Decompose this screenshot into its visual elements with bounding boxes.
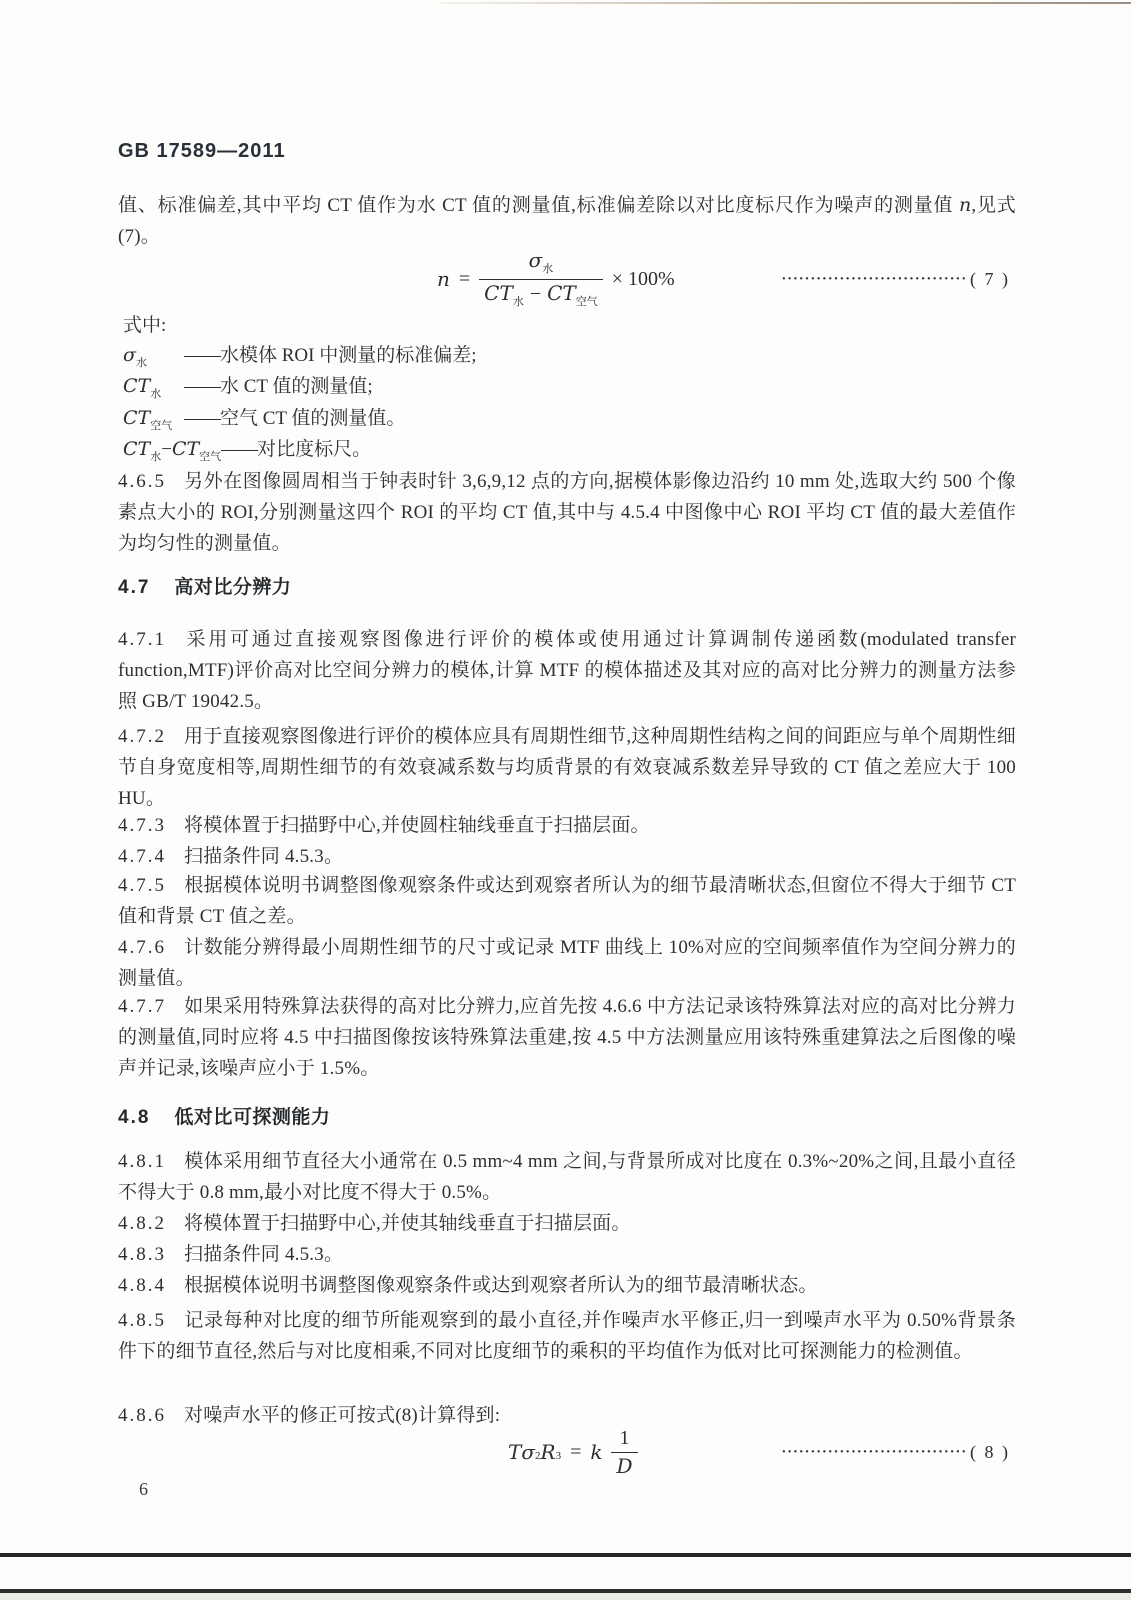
heading-title: 低对比可探测能力	[174, 1107, 331, 1128]
subscript-air: 空气	[199, 450, 222, 463]
section-text: 根据模体说明书调整图像观察条件或达到观察者所认为的细节最清晰状态,但窗位不得大于细节 CT 值和背景 CT 值之差。	[118, 875, 1016, 927]
symbol-row-sigma-water	[123, 340, 477, 371]
page-number: 6	[139, 1479, 148, 1499]
heading-number: 4.7	[118, 577, 151, 598]
times-100-percent: × 100%	[611, 267, 675, 290]
section-4-7-1	[118, 624, 1016, 717]
subscript-water: 水	[542, 262, 554, 275]
heading-number: 4.8	[118, 1107, 151, 1128]
ct-symbol: CT	[123, 437, 151, 460]
ct-symbol: CT	[123, 375, 151, 398]
section-4-8-2	[118, 1208, 1016, 1239]
subscript-air: 空气	[575, 295, 598, 308]
section-text: 记录每种对比度的细节所能观察到的最小直径,并作噪声水平修正,归一到噪声水平为 0.50%背景条件下的细节直径,然后与对比度相乘,不同对比度细节的乘积的平均值作为低对比可探测能力的检测值。	[118, 1310, 1016, 1362]
formula-7-lhs: n	[437, 267, 450, 291]
intro-text-before: 值、标准偏差,其中平均 CT 值作为水 CT 值的测量值,标准偏差除以对比度标尺作为噪声的测量值	[118, 195, 959, 216]
ct-symbol: CT	[171, 437, 200, 460]
section-number: 4.7.6	[118, 937, 166, 958]
section-4-8-5	[118, 1305, 1016, 1367]
exponent-2: 2	[535, 1450, 541, 1462]
section-text: 将模体置于扫描野中心,并使其轴线垂直于扫描层面。	[184, 1213, 631, 1234]
scan-bottom-shade	[0, 1593, 1131, 1600]
symbol-row-ct-air	[123, 403, 477, 434]
t-symbol: T	[508, 1440, 522, 1464]
formula-8-fraction	[611, 1428, 637, 1477]
subscript-water: 水	[135, 357, 147, 369]
section-text: 用于直接观察图像进行评价的模体应具有周期性细节,这种周期性结构之间的间距应与单个周期性细节自身宽度相等,周期性细节的有效衰减系数与均质背景的有效衰减系数差异导致的 CT 值之差应大于 100 HU。	[118, 726, 1016, 809]
subscript-water: 水	[150, 450, 162, 463]
symbol-row-ct-water	[123, 371, 477, 402]
equals-sign: =	[570, 1440, 582, 1463]
ct-symbol: CT	[547, 280, 576, 305]
formula-8-expression	[508, 1428, 638, 1477]
subscript-water: 水	[150, 388, 162, 401]
subscript-air: 空气	[150, 419, 173, 432]
symbol-description: 空气 CT 值的测量值。	[220, 407, 406, 429]
em-dash: ——	[184, 345, 220, 366]
section-4-6-5	[118, 466, 1016, 559]
section-number: 4.7.1	[118, 629, 166, 650]
heading-4-7	[118, 572, 291, 599]
heading-4-8	[118, 1102, 330, 1129]
section-text: 模体采用细节直径大小通常在 0.5 mm~4 mm 之间,与背景所成对比度在 0.3%~20%之间,且最小直径不得大于 0.8 mm,最小对比度不得大于 0.5%。	[118, 1151, 1016, 1203]
section-text: 将模体置于扫描野中心,并使圆柱轴线垂直于扫描层面。	[184, 815, 650, 836]
section-number: 4.7.2	[118, 726, 166, 747]
section-text: 根据模体说明书调整图像观察条件或达到观察者所认为的细节最清晰状态。	[184, 1275, 818, 1296]
section-number: 4.8.2	[118, 1213, 166, 1234]
dotted-leader: ································	[781, 270, 967, 287]
fraction-numerator: 1	[619, 1426, 630, 1449]
section-4-7-4	[118, 841, 1016, 872]
formula-7-fraction	[479, 247, 603, 308]
sigma-symbol: σ	[521, 1440, 535, 1464]
em-dash: ——	[184, 376, 220, 398]
symbol-description: 水 CT 值的测量值;	[220, 376, 373, 398]
section-text: 另外在图像圆周相当于钟表时针 3,6,9,12 点的方向,据模体影像边沿约 10 mm 处,选取大约 500 个像素点大小的 ROI,分别测量这四个 ROI 的平均 CT 值,其中与 4.5.4 中图像中心 ROI 平均 CT 值的最大差值作为均匀性的测量值。	[118, 471, 1016, 554]
heading-title: 高对比分辨力	[174, 577, 292, 598]
section-text: 扫描条件同 4.5.3。	[184, 846, 344, 867]
scan-top-edge	[440, 2, 1131, 4]
section-4-7-6	[118, 932, 1016, 994]
equation-number-8: ( 8 )	[970, 1441, 1010, 1462]
section-text: 如果采用特殊算法获得的高对比分辨力,应首先按 4.6.6 中方法记录该特殊算法对应的高对比分辨力的测量值,同时应将 4.5 中扫描图像按该特殊算法重建,按 4.5 中方法测量应用该特殊重建算法之后图像的噪声并记录,该噪声应小于 1.5%。	[118, 996, 1016, 1079]
fraction-denominator: D	[611, 1452, 637, 1477]
symbol-description: 水模体 ROI 中测量的标准偏差;	[220, 345, 477, 366]
em-dash: ——	[184, 407, 220, 429]
formula-7-leader	[781, 269, 1010, 290]
scan-bottom-edge-line	[0, 1553, 1131, 1557]
section-text: 对噪声水平的修正可按式(8)计算得到:	[184, 1405, 501, 1426]
symbols-intro-label: 式中:	[123, 315, 167, 336]
equation-number-7: ( 7 )	[970, 268, 1010, 289]
section-number: 4.7.4	[118, 846, 166, 867]
section-4-8-4	[118, 1270, 1016, 1301]
section-number: 4.8.3	[118, 1244, 166, 1265]
formula-7-expression	[437, 247, 675, 308]
subscript-water: 水	[512, 295, 524, 308]
section-number: 4.7.3	[118, 815, 166, 836]
section-number: 4.6.5	[118, 471, 166, 492]
minus-sign: −	[161, 438, 172, 460]
section-number: 4.7.7	[118, 996, 166, 1017]
minus-sign: −	[529, 282, 542, 305]
section-number: 4.8.6	[118, 1405, 166, 1426]
fraction-denominator	[479, 279, 603, 309]
formula-8-lhs	[508, 1440, 561, 1464]
symbol-description: 对比度标尺。	[257, 438, 372, 460]
section-text: 采用可通过直接观察图像进行评价的模体或使用通过计算调制传递函数(modulated transfer function,MTF)评价高对比空间分辨力的模体,计算 MTF 的模体描述及其对应的高对比分辨力的测量方法参照 GB/T 19042.5。	[118, 629, 1016, 712]
section-4-7-2	[118, 721, 1016, 814]
section-number: 4.7.5	[118, 875, 166, 896]
formula-8-leader	[781, 1442, 1010, 1463]
intro-text-after: ,见式(7)。	[118, 195, 1016, 247]
section-text: 扫描条件同 4.5.3。	[184, 1244, 344, 1265]
intro-paragraph	[118, 190, 1016, 252]
variable-n: n	[958, 194, 972, 216]
symbol-definition-list	[123, 340, 477, 465]
dotted-leader: ································	[781, 1443, 967, 1460]
section-4-7-7	[118, 991, 1016, 1084]
symbol-row-contrast-scale	[123, 434, 477, 465]
section-number: 4.8.4	[118, 1275, 166, 1296]
section-4-7-3	[118, 810, 1016, 841]
fraction-numerator	[524, 247, 559, 279]
section-4-7-5	[118, 870, 1016, 932]
standard-number-header: GB 17589—2011	[118, 140, 286, 162]
formula-7	[118, 248, 1010, 310]
sigma-symbol: σ	[123, 344, 136, 366]
em-dash: ——	[221, 438, 258, 460]
equals-sign: =	[458, 267, 471, 290]
sigma-symbol: σ	[528, 247, 543, 272]
r-symbol: R	[540, 1440, 556, 1464]
k-symbol: k	[590, 1440, 603, 1464]
exponent-3: 3	[555, 1450, 562, 1462]
section-number: 4.8.5	[118, 1310, 166, 1331]
ct-symbol: CT	[484, 280, 513, 305]
ct-symbol: CT	[123, 406, 151, 429]
section-number: 4.8.1	[118, 1151, 166, 1172]
section-4-8-1	[118, 1146, 1016, 1208]
section-4-8-3	[118, 1239, 1016, 1270]
formula-8	[118, 1424, 1010, 1480]
section-text: 计数能分辨得最小周期性细节的尺寸或记录 MTF 曲线上 10%对应的空间频率值作为空间分辨力的测量值。	[118, 937, 1016, 989]
